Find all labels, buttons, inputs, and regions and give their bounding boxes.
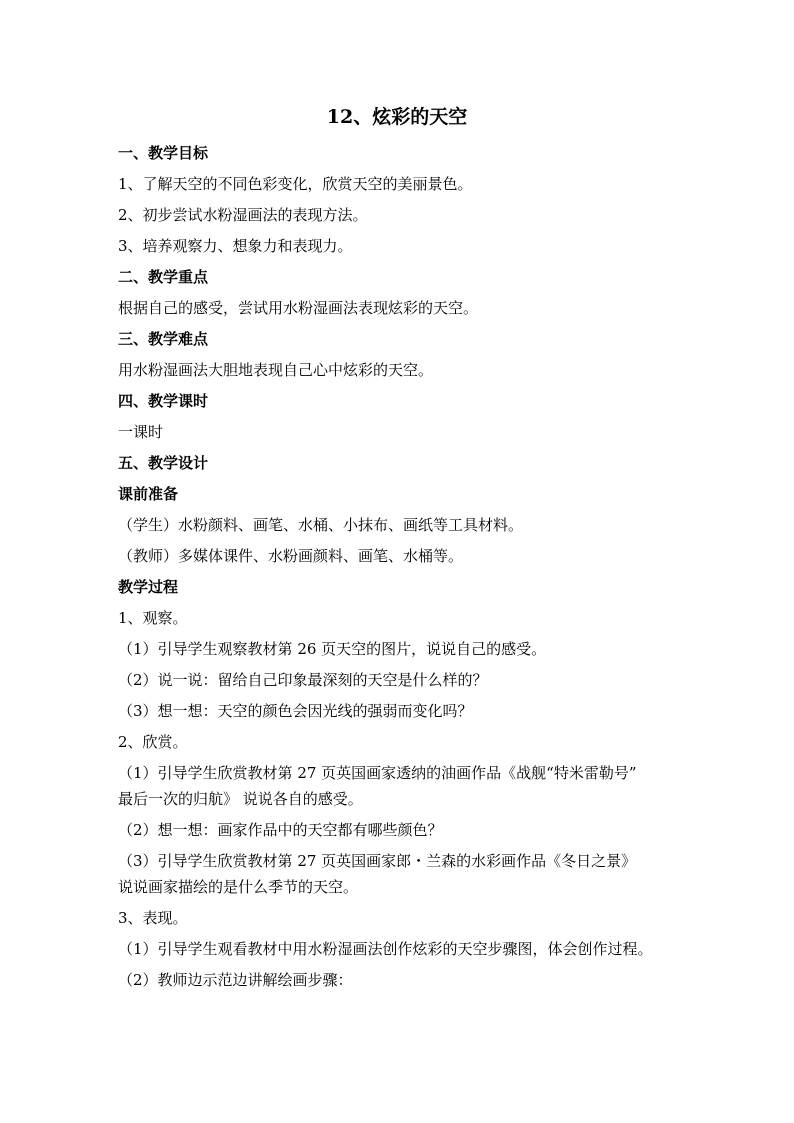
- paragraph-line: 3、培养观察力、想象力和表现力。: [118, 237, 353, 255]
- section-heading: 二、教学重点: [118, 268, 209, 286]
- paragraph-line: （1）引导学生观看教材中用水粉湿画法创作炫彩的天空步骤图，体会创作过程。: [118, 940, 653, 958]
- paragraph-line: （2）想一想：画家作品中的天空都有哪些颜色？: [118, 821, 443, 839]
- section-heading: 五、教学设计: [118, 454, 209, 472]
- paragraph-line: （1）引导学生欣赏教材第 27 页英国画家透纳的油画作品《战舰“特米雷勒号”: [118, 764, 637, 782]
- paragraph-line: （教师）多媒体课件、水粉画颜料、画笔、水桶等。: [118, 547, 464, 565]
- document-body: [118, 143, 698, 1001]
- paragraph-line: 2、欣赏。: [118, 733, 188, 751]
- paragraph-line: 用水粉湿画法大胆地表现自己心中炫彩的天空。: [118, 361, 434, 379]
- paragraph-line: （学生）水粉颜料、画笔、水桶、小抹布、画纸等工具材料。: [118, 516, 524, 534]
- paragraph-line: 一课时: [118, 423, 164, 441]
- paragraph-line: （3）引导学生欣赏教材第 27 页英国画家郎・兰森的水彩画作品《冬日之景》: [118, 852, 637, 870]
- document-title: 12、炫彩的天空: [326, 106, 468, 128]
- paragraph-line: （2）说一说：留给自己印象最深刻的天空是什么样的？: [118, 671, 488, 689]
- paragraph-line: 2、初步尝试水粉湿画法的表现方法。: [118, 206, 368, 224]
- paragraph-line: 根据自己的感受，尝试用水粉湿画法表现炫彩的天空。: [118, 299, 479, 317]
- paragraph-line: 1、观察。: [118, 609, 188, 627]
- paragraph-line: （2）教师边示范边讲解绘画步骤：: [118, 971, 353, 989]
- section-heading: 一、教学目标: [118, 144, 209, 162]
- paragraph-line: 说说画家描绘的是什么季节的天空。: [118, 878, 359, 896]
- paragraph-line: 3、表现。: [118, 909, 188, 927]
- paragraph-line: 1、了解天空的不同色彩变化，欣赏天空的美丽景色。: [118, 175, 473, 193]
- section-heading: 三、教学难点: [118, 330, 209, 348]
- section-heading: 教学过程: [118, 578, 179, 596]
- section-heading: 四、教学课时: [118, 392, 209, 410]
- paragraph-line: （1）引导学生观察教材第 26 页天空的图片，说说自己的感受。: [118, 640, 547, 658]
- paragraph-line: （3）想一想：天空的颜色会因光线的强弱而变化吗？: [118, 702, 473, 720]
- section-heading: 课前准备: [118, 485, 179, 503]
- paragraph-line: 最后一次的归航》 说说各自的感受。: [118, 790, 363, 808]
